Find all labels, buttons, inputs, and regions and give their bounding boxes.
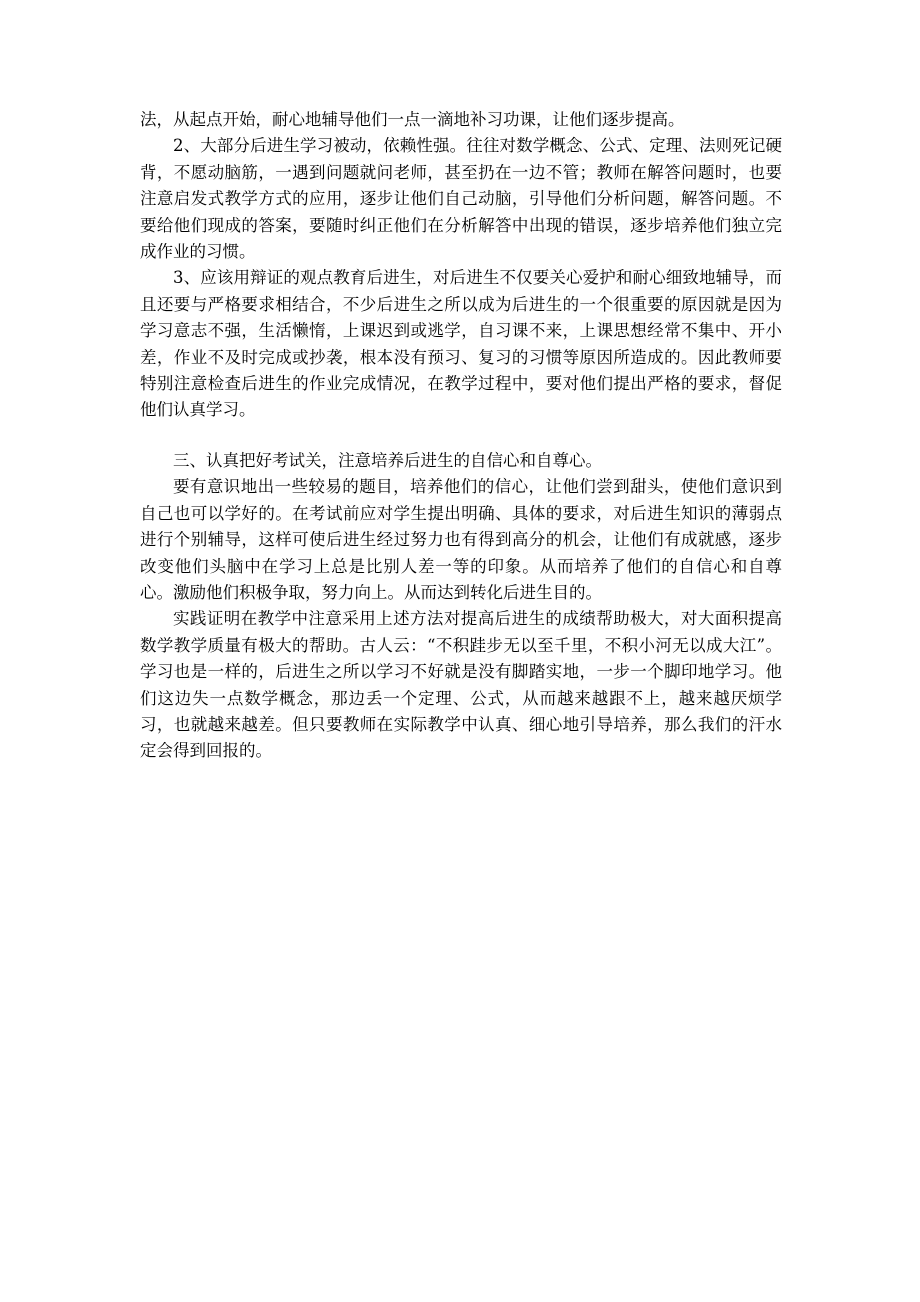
- paragraph-conclusion: 实践证明在教学中注意采用上述方法对提高后进生的成绩帮助极大，对大面积提高数学教学质量有极大的帮助。古人云：“不积跬步无以至千里，不积小河无以成大江”。学习也是一样的，后进生之所以学习不好就是没有脚踏实地，一步一个脚印地学习。他们这边失一点数学概念，那边丢一个定理、公式，从而越来越跟不上，越来越厌烦学习，也就越来越差。但只要教师在实际教学中认真、细心地引导培养，那么我们的汗水定会得到回报的。: [140, 609, 782, 761]
- paragraph-section-3-body: 要有意识地出一些较易的题目，培养他们的信心，让他们尝到甜头，使他们意识到自己也可以学好的。在考试前应对学生提出明确、具体的要求，对后进生知识的薄弱点进行个别辅导，这样可使后进生经过努力也有得到高分的机会，让他们有成就感，逐步改变他们头脑中在学习上总是比别人差一等的印象。从而培养了他们的自信心和自尊心。激励他们积极争取，努力向上。从而达到转化后进生目的。: [140, 477, 782, 602]
- paragraph-point-3: 3、应该用辩证的观点教育后进生，对后进生不仅要关心爱护和耐心细致地辅导，而且还要与严格要求相结合，不少后进生之所以成为后进生的一个很重要的原因就是因为学习意志不强，生活懒惰，上课迟到或逃学，自习课不来，上课思想经常不集中、开小差，作业不及时完成或抄袭，根本没有预习、复习的习惯等原因所造成的。因此教师要特别注意检查后进生的作业完成情况，在教学过程中，要对他们提出严格的要求，督促他们认真学习。: [140, 268, 782, 420]
- paragraph-point-2: 2、大部分后进生学习被动，依赖性强。往往对数学概念、公式、定理、法则死记硬背，不愿动脑筋，一遇到问题就问老师，甚至扔在一边不管；教师在解答问题时，也要注意启发式教学方式的应用，逐步让他们自己动脑，引导他们分析问题，解答问题。不要给他们现成的答案，要随时纠正他们在分析解答中出现的错误，逐步培养他们独立完成作业的习惯。: [140, 136, 782, 262]
- paragraph-continuation: 法，从起点开始，耐心地辅导他们一点一滴地补习功课，让他们逐步提高。: [140, 110, 685, 129]
- section-heading-3: 三、认真把好考试关，注意培养后进生的自信心和自尊心。: [173, 450, 602, 470]
- paragraph-spacer: [140, 424, 782, 448]
- document-body: [140, 107, 782, 765]
